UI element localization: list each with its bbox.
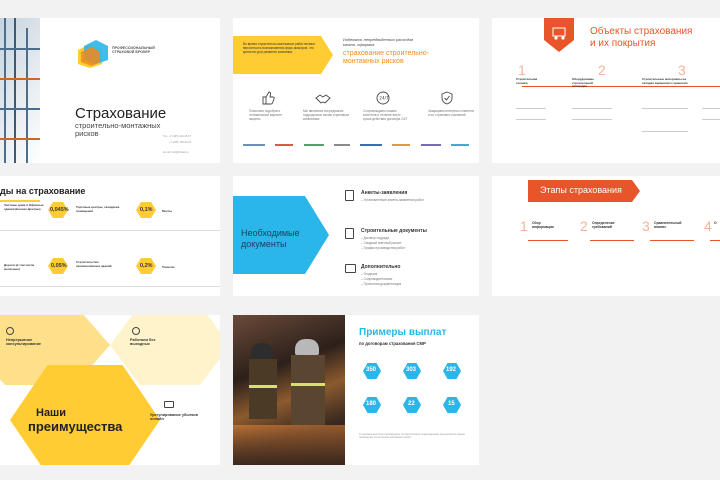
slide-payouts [345,315,479,465]
objects-badge [544,18,574,52]
payout-value-6: 15 [448,401,455,407]
svg-text:24/7: 24/7 [379,95,389,101]
slide-advantages [0,315,220,465]
title: Страхование [75,105,167,122]
rate-label-2: Мосты [162,209,172,213]
feature-3: Сопровождаем нашим клиентов в течение всего срока действия договора 24/7 [363,109,408,121]
doc-3-c: – Проектная документация [361,282,402,286]
slide-intro [233,18,479,163]
adv-2: Работаем без выходных [130,338,156,347]
rate-value-1: 0,045% [50,207,69,213]
doc-2-c: – График производства работ [361,246,406,250]
documents-title-2: документы [241,239,287,249]
feature-4: Защищаем интересы клиентов и их страховых компаний [428,109,474,117]
rate-label-4: Тоннели [162,265,175,269]
feature-1: Помогаем подобрать оптимальный вариант защиты [249,109,282,121]
rate-value-4: 0,2% [140,263,153,269]
doc-2-a: – Договор подряда [361,236,389,240]
laptop-icon [164,401,174,408]
brand-name: ПРОФЕССИОНАЛЬНЫЙ СТРАХОВОЙ БРОКЕР [112,46,155,55]
doc-2-title: Строительные документы [361,228,427,234]
handshake-icon [315,93,331,105]
slide-documents [233,176,479,296]
adv-title-1: Наши [36,407,66,419]
payout-value-4: 180 [366,401,377,407]
documents-title-1: Необходимые [241,228,300,238]
rate-label-1: Торговые центры, складские помещения [76,205,120,213]
stages-title: Этапы страхования [540,185,622,195]
adv-title-2: преимущества [28,419,123,434]
objects-title-2: и их покрытия [590,38,656,49]
payout-value-3: 192 [446,367,457,373]
banner-text: Во время строительно-монтажных работ велика вероятность возникновения форс-мажоров, что критично для развития компании. [243,42,315,55]
rate-value-3: 0,05% [51,263,67,269]
objects-title: Объекты страхования [590,26,693,37]
payout-value-5: 22 [408,401,415,407]
highlight-text: страхование строительно-монтажных рисков [343,50,429,65]
slide-stages [492,176,720,296]
objects-head-3: Строительные материалы на складах временного хранения [642,77,688,85]
feature-2: Мы являемся посредником подрядчиков своим страховым компаниям [303,109,349,121]
rate-value-2: 0,1% [140,207,153,213]
rates-left-2: Дороги (в том числе железные) [4,263,35,271]
objects-head-2: Оборудование строительной площадки [572,77,594,89]
broker-logo [78,40,108,68]
phone-2: +7 (495) 765-43-21 [169,141,192,144]
adv-1: Непрерывное консультирование [6,338,42,347]
headset-icon [6,327,14,335]
form-icon [345,190,354,201]
payout-value-2: 303 [406,367,417,373]
stage-head-2: Определение требований [592,221,615,229]
stage-head-3: Сравнительный анализ [654,221,682,229]
rates-title: ды на страхование [0,186,86,196]
doc-3-b: – Сопроводительные [361,277,393,281]
rate-label-3: Строительство промышленных зданий [76,260,112,268]
partner-logos [243,140,469,150]
stage-num-4: 4 [704,218,712,234]
stage-head-4: О [714,221,717,225]
lead-text: Избежать непредвиденных расходов можно, оформив [343,37,414,47]
thumbs-up-icon [261,91,275,105]
subtitle: строительно-монтажных рисков [75,121,161,139]
clock-24-icon [376,91,390,105]
slide-objects [492,18,720,163]
stage-num-2: 2 [580,218,588,234]
objects-head-1: Строительная техника [516,77,538,85]
stage-num-1: 1 [520,218,528,234]
adv-3: Урегулирование убытков онлайн [150,413,198,422]
stage-head-1: Сбор информации [532,221,554,229]
payouts-subtitle: по договорам страхования СМР [359,341,426,346]
doc-1-a: – Установленные анкеты-заявления работ [361,198,424,202]
slide-title [0,18,220,163]
email: E-mail: info@broker.ru [163,151,189,154]
objects-num-1: 1 [518,62,526,78]
folder-icon [345,264,356,273]
clock-icon [132,327,140,335]
documents-icon [345,228,354,239]
payouts-footer: Страховые выплаты произведены по фактическим повреждениям имущества во время проведения строительно-монтажных работ [359,433,465,440]
payouts-title: Примеры выплат [359,327,447,338]
payout-value-1: 350 [366,367,377,373]
slide-photo [233,315,345,465]
doc-3-title: Дополнительно [361,264,401,270]
scaffold-photo [0,18,40,163]
doc-1-title: Анкеты-заявления [361,190,408,196]
objects-num-2: 2 [598,62,606,78]
phone-1: Тел. +7 (495) 123-45-67 [163,135,192,138]
doc-2-b: – Сводный сметный расчет [361,241,402,245]
slide-rates [0,176,220,296]
objects-num-3: 3 [678,62,686,78]
rates-left-1: Частные дома и Офисные здания (Бизнес-Центры) [4,203,44,211]
shield-icon [441,91,453,105]
doc-3-a: – Геодезия [361,272,378,276]
stage-num-3: 3 [642,218,650,234]
